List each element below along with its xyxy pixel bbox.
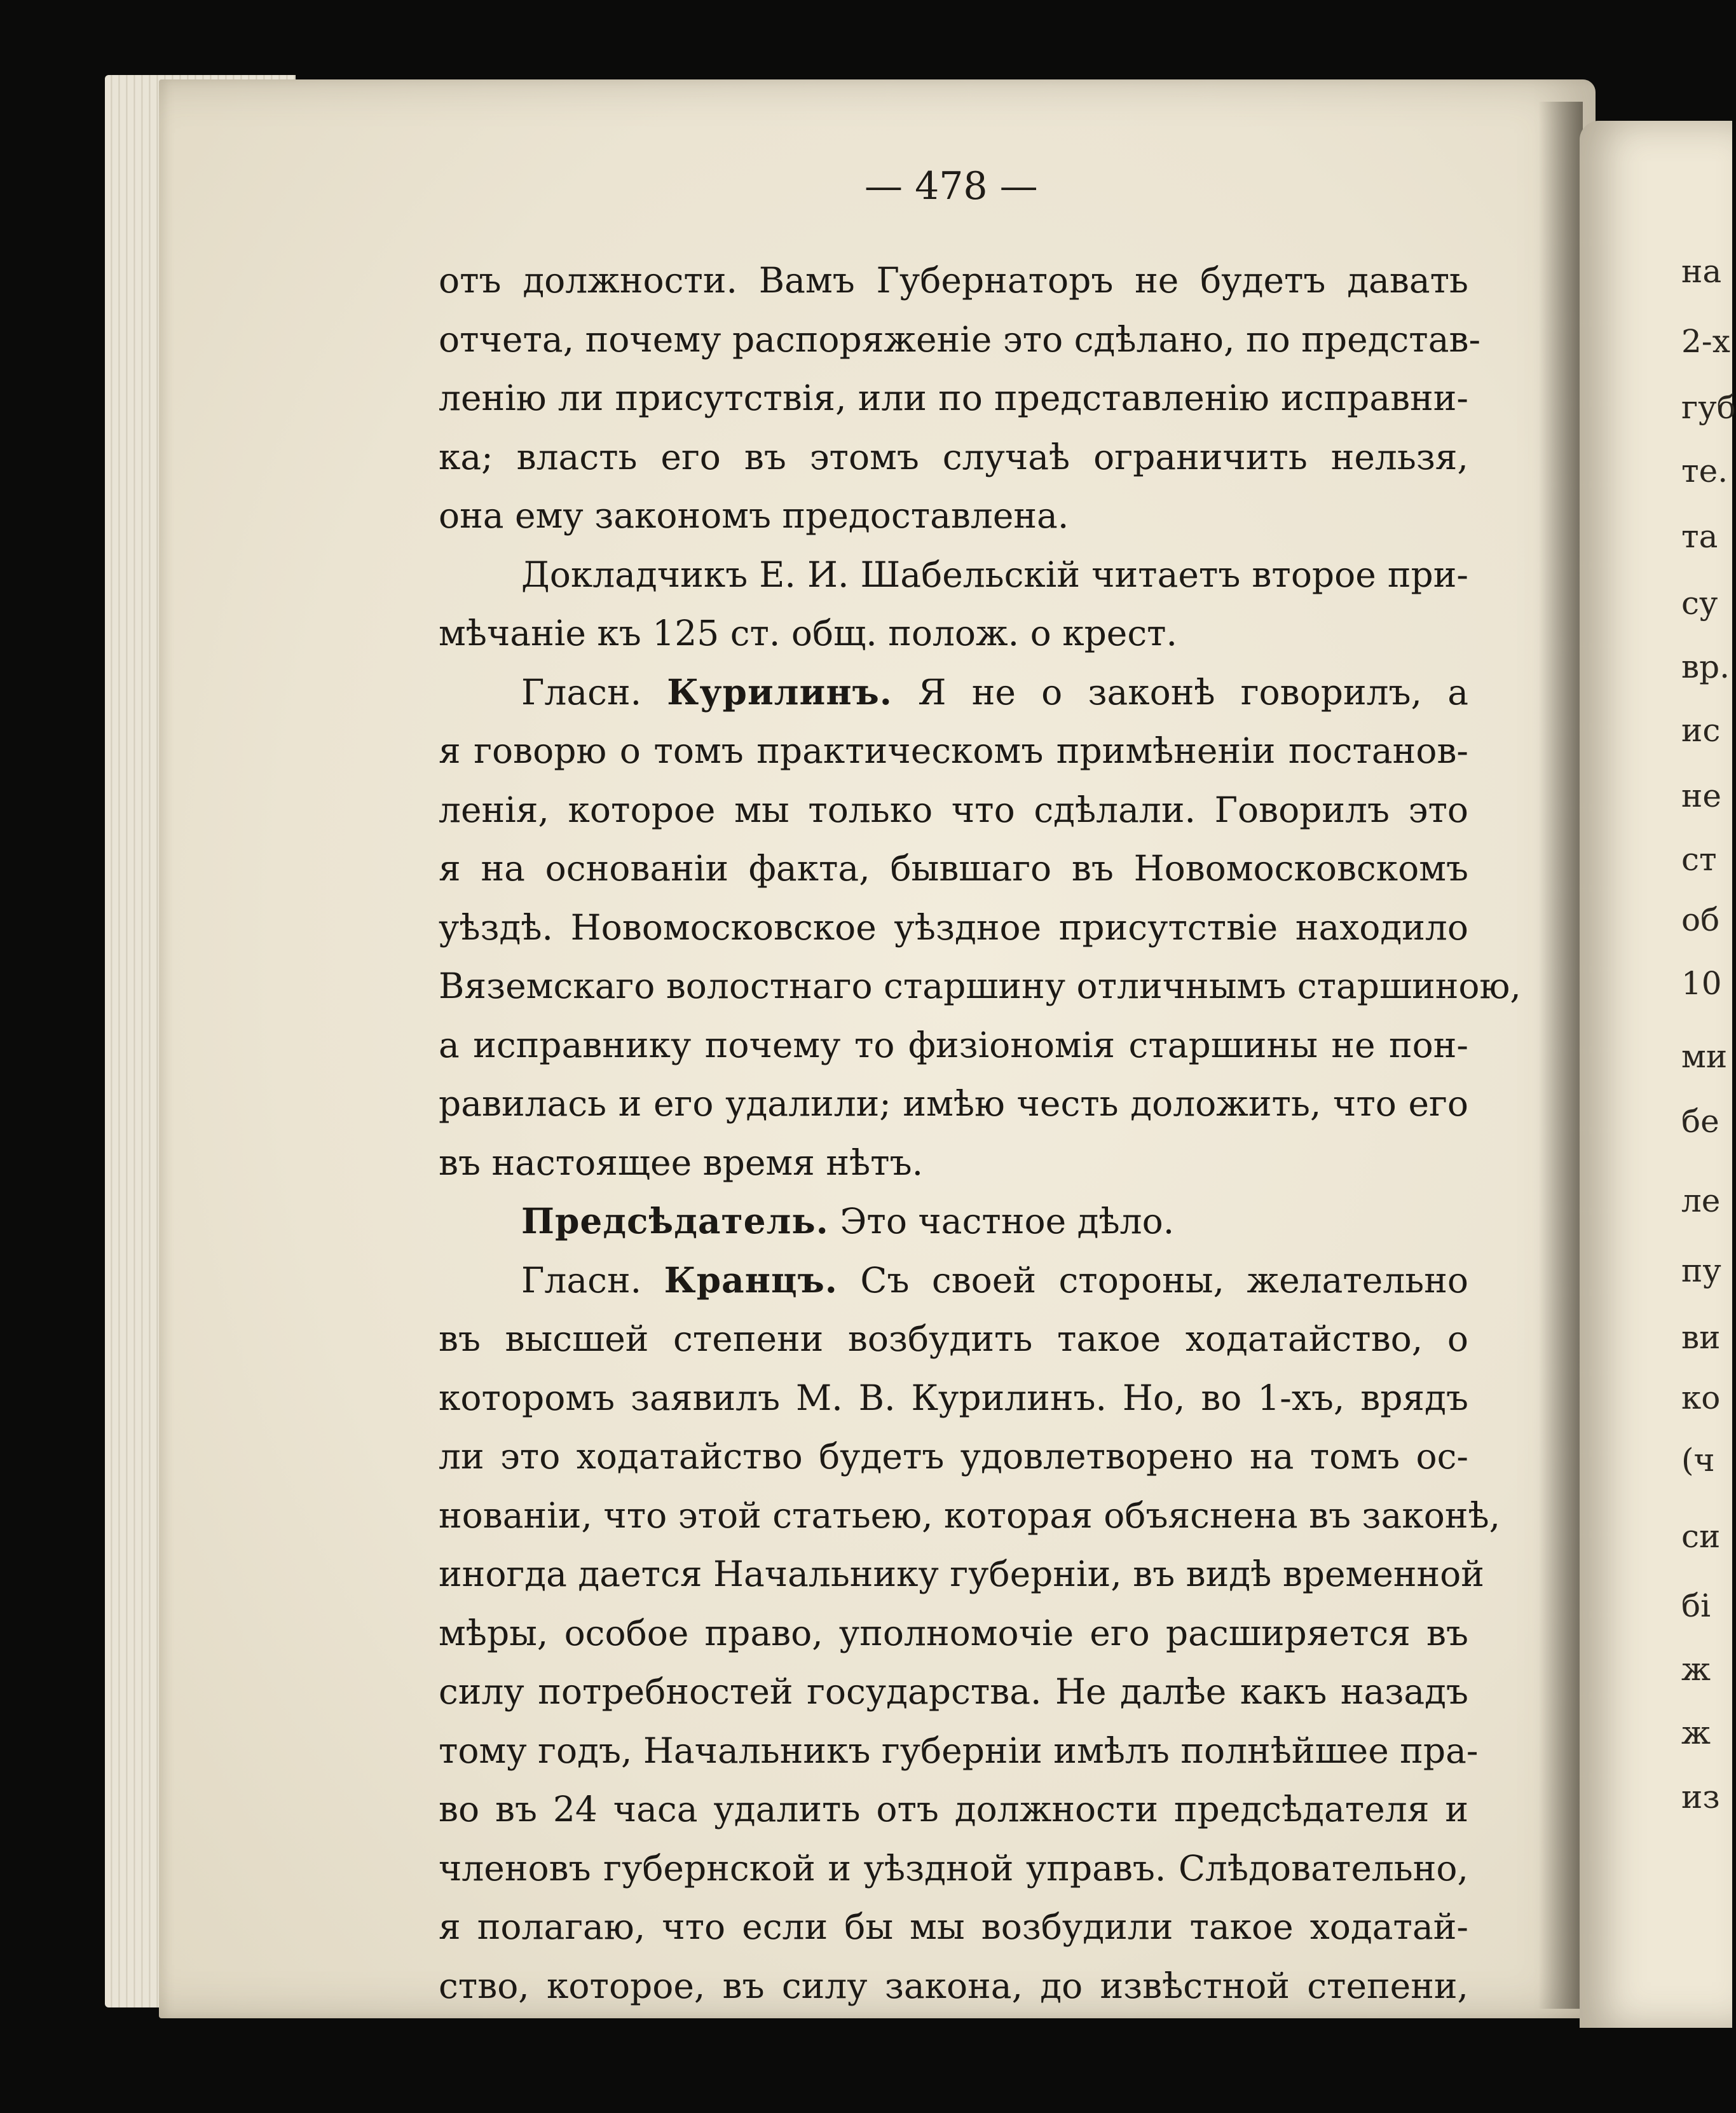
facing-page-fragment: те. xyxy=(1681,453,1728,489)
line-text: во въ 24 часа удалить отъ должности предсѣдателя и xyxy=(439,1789,1468,1829)
facing-page xyxy=(1580,121,1736,2028)
facing-page-fragment: су xyxy=(1681,585,1718,622)
facing-page-fragment: та xyxy=(1681,518,1718,555)
text-line xyxy=(439,957,1521,1016)
text-line xyxy=(439,486,1468,545)
text-line xyxy=(439,721,1468,781)
line-text: въ настоящее время нѣтъ. xyxy=(439,1142,924,1183)
line-text: ли это ходатайство будетъ удовлетворено на томъ ос- xyxy=(439,1436,1468,1477)
text-line xyxy=(439,1074,1468,1133)
facing-page-fragment: ж xyxy=(1681,1714,1711,1751)
text-line xyxy=(439,1133,1468,1193)
text-line xyxy=(439,663,1468,722)
text-line xyxy=(439,1957,1468,2016)
line-text: я говорю о томъ практическомъ примѣненіи постанов- xyxy=(439,730,1468,771)
text-line xyxy=(439,839,1468,898)
facing-page-fragment: си xyxy=(1681,1518,1721,1555)
facing-page-fragment: на xyxy=(1681,253,1722,290)
line-text: мѣры, особое право, уполномочіе его расширяется въ xyxy=(439,1612,1468,1653)
line-text: нованіи, что этой статьею, которая объяснена въ законѣ, xyxy=(439,1494,1501,1536)
line-text: Докладчикъ Е. И. Шабельскій читаетъ второе при- xyxy=(521,554,1468,595)
facing-page-fragment: ко xyxy=(1681,1379,1721,1416)
facing-page-fragment: ж xyxy=(1681,1651,1711,1688)
line-text: силу потребностей государства. Не далѣе какъ назадъ xyxy=(439,1671,1468,1712)
text-line xyxy=(439,1192,1468,1251)
book-gutter xyxy=(1538,102,1583,2009)
text-line xyxy=(439,1839,1468,1898)
facing-page-fragment: пу xyxy=(1681,1252,1721,1289)
page-text xyxy=(439,251,1521,2015)
line-text: въ высшей степени возбудить такое ходатайство, о xyxy=(439,1318,1468,1359)
line-text: Это частное дѣло. xyxy=(828,1201,1175,1241)
facing-page-fragment: ле xyxy=(1681,1182,1721,1219)
line-text: ленія, которое мы только что сдѣлали. Говорилъ это xyxy=(439,789,1468,830)
line-text: членовъ губернской и уѣздной управъ. Слѣдовательно, xyxy=(439,1847,1468,1889)
facing-page-fragment: бі xyxy=(1681,1587,1711,1624)
line-text: Я не о законѣ говорилъ, а xyxy=(892,671,1468,713)
facing-page-fragment: (ч xyxy=(1681,1442,1715,1479)
facing-page-fragment: бе xyxy=(1681,1103,1719,1140)
line-text: отчета, почему распоряженіе это сдѣлано, по представ- xyxy=(439,318,1481,360)
line-text: ленію ли присутствія, или по представленію исправни- xyxy=(439,378,1468,418)
text-line xyxy=(439,1486,1501,1545)
text-line xyxy=(439,1427,1468,1486)
facing-page-fragment: ви xyxy=(1681,1319,1721,1356)
page-number: — 478 — xyxy=(865,164,1038,209)
text-line xyxy=(439,310,1481,369)
text-line xyxy=(439,1310,1468,1369)
line-text: она ему закономъ предоставлена. xyxy=(439,495,1069,536)
text-line xyxy=(439,1251,1468,1310)
speaker-name: Кранцъ. xyxy=(664,1259,838,1301)
facing-page-fragment: губ xyxy=(1681,389,1736,426)
text-line xyxy=(439,1369,1468,1428)
facing-page-fragment: об xyxy=(1681,901,1720,938)
text-line xyxy=(439,781,1468,840)
text-line xyxy=(439,1898,1468,1957)
text-line xyxy=(439,428,1468,487)
text-line xyxy=(439,1721,1479,1781)
line-text: я на основаніи факта, бывшаго въ Новомосковскомъ xyxy=(439,848,1468,889)
facing-page-fragment: ст xyxy=(1681,841,1717,878)
line-text: отъ должности. Вамъ Губернаторъ не будетъ давать xyxy=(439,260,1468,301)
line-text: мѣчаніе къ 125 ст. общ. полож. о крест. xyxy=(439,613,1178,653)
line-text: а исправнику почему то физіономія старшины не пон- xyxy=(439,1024,1468,1065)
facing-page-fragment: ис xyxy=(1681,712,1721,749)
line-text: иногда дается Начальнику губерніи, въ видѣ временной xyxy=(439,1554,1484,1594)
text-line xyxy=(439,369,1468,428)
text-line xyxy=(439,1662,1468,1721)
speaker-name: Предсѣдатель. xyxy=(521,1200,829,1241)
line-text: уѣздѣ. Новомосковское уѣздное присутствіе находило xyxy=(439,906,1468,948)
facing-page-fragment: ми xyxy=(1681,1038,1728,1075)
text-line xyxy=(439,1016,1468,1075)
line-text: равилась и его удалили; имѣю честь доложить, что его xyxy=(439,1083,1468,1124)
speaker-name: Курилинъ. xyxy=(667,671,892,713)
text-line xyxy=(439,898,1468,957)
line-text: ка; власть его въ этомъ случаѣ ограничить нельзя, xyxy=(439,436,1468,477)
text-line xyxy=(439,604,1468,663)
line-text: Гласн. xyxy=(521,671,667,713)
text-line xyxy=(439,545,1468,605)
line-text: Вяземскаго волостнаго старшину отличнымъ старшиною, xyxy=(439,966,1521,1006)
line-text: Съ своей стороны, желательно xyxy=(837,1259,1468,1301)
line-text: тому годъ, Начальникъ губерніи имѣлъ полнѣйшее пра- xyxy=(439,1730,1479,1771)
text-line xyxy=(439,251,1468,310)
line-text: я полагаю, что если бы мы возбудили такое ходатай- xyxy=(439,1906,1468,1947)
line-text: Гласн. xyxy=(521,1259,664,1301)
text-line xyxy=(439,1545,1484,1604)
facing-page-fragment: 10 xyxy=(1681,965,1722,1002)
facing-page-fragment: не xyxy=(1681,777,1721,814)
line-text: которомъ заявилъ М. В. Курилинъ. Но, во 1-хъ, врядъ xyxy=(439,1377,1468,1418)
facing-page-fragment: из xyxy=(1681,1779,1720,1816)
facing-page-fragment: вр. xyxy=(1681,648,1730,685)
text-line xyxy=(439,1780,1468,1839)
text-line xyxy=(439,1604,1468,1663)
line-text: ство, которое, въ силу закона, до извѣстной степени, xyxy=(439,1965,1468,2006)
facing-page-fragment: 2-х xyxy=(1681,323,1730,360)
